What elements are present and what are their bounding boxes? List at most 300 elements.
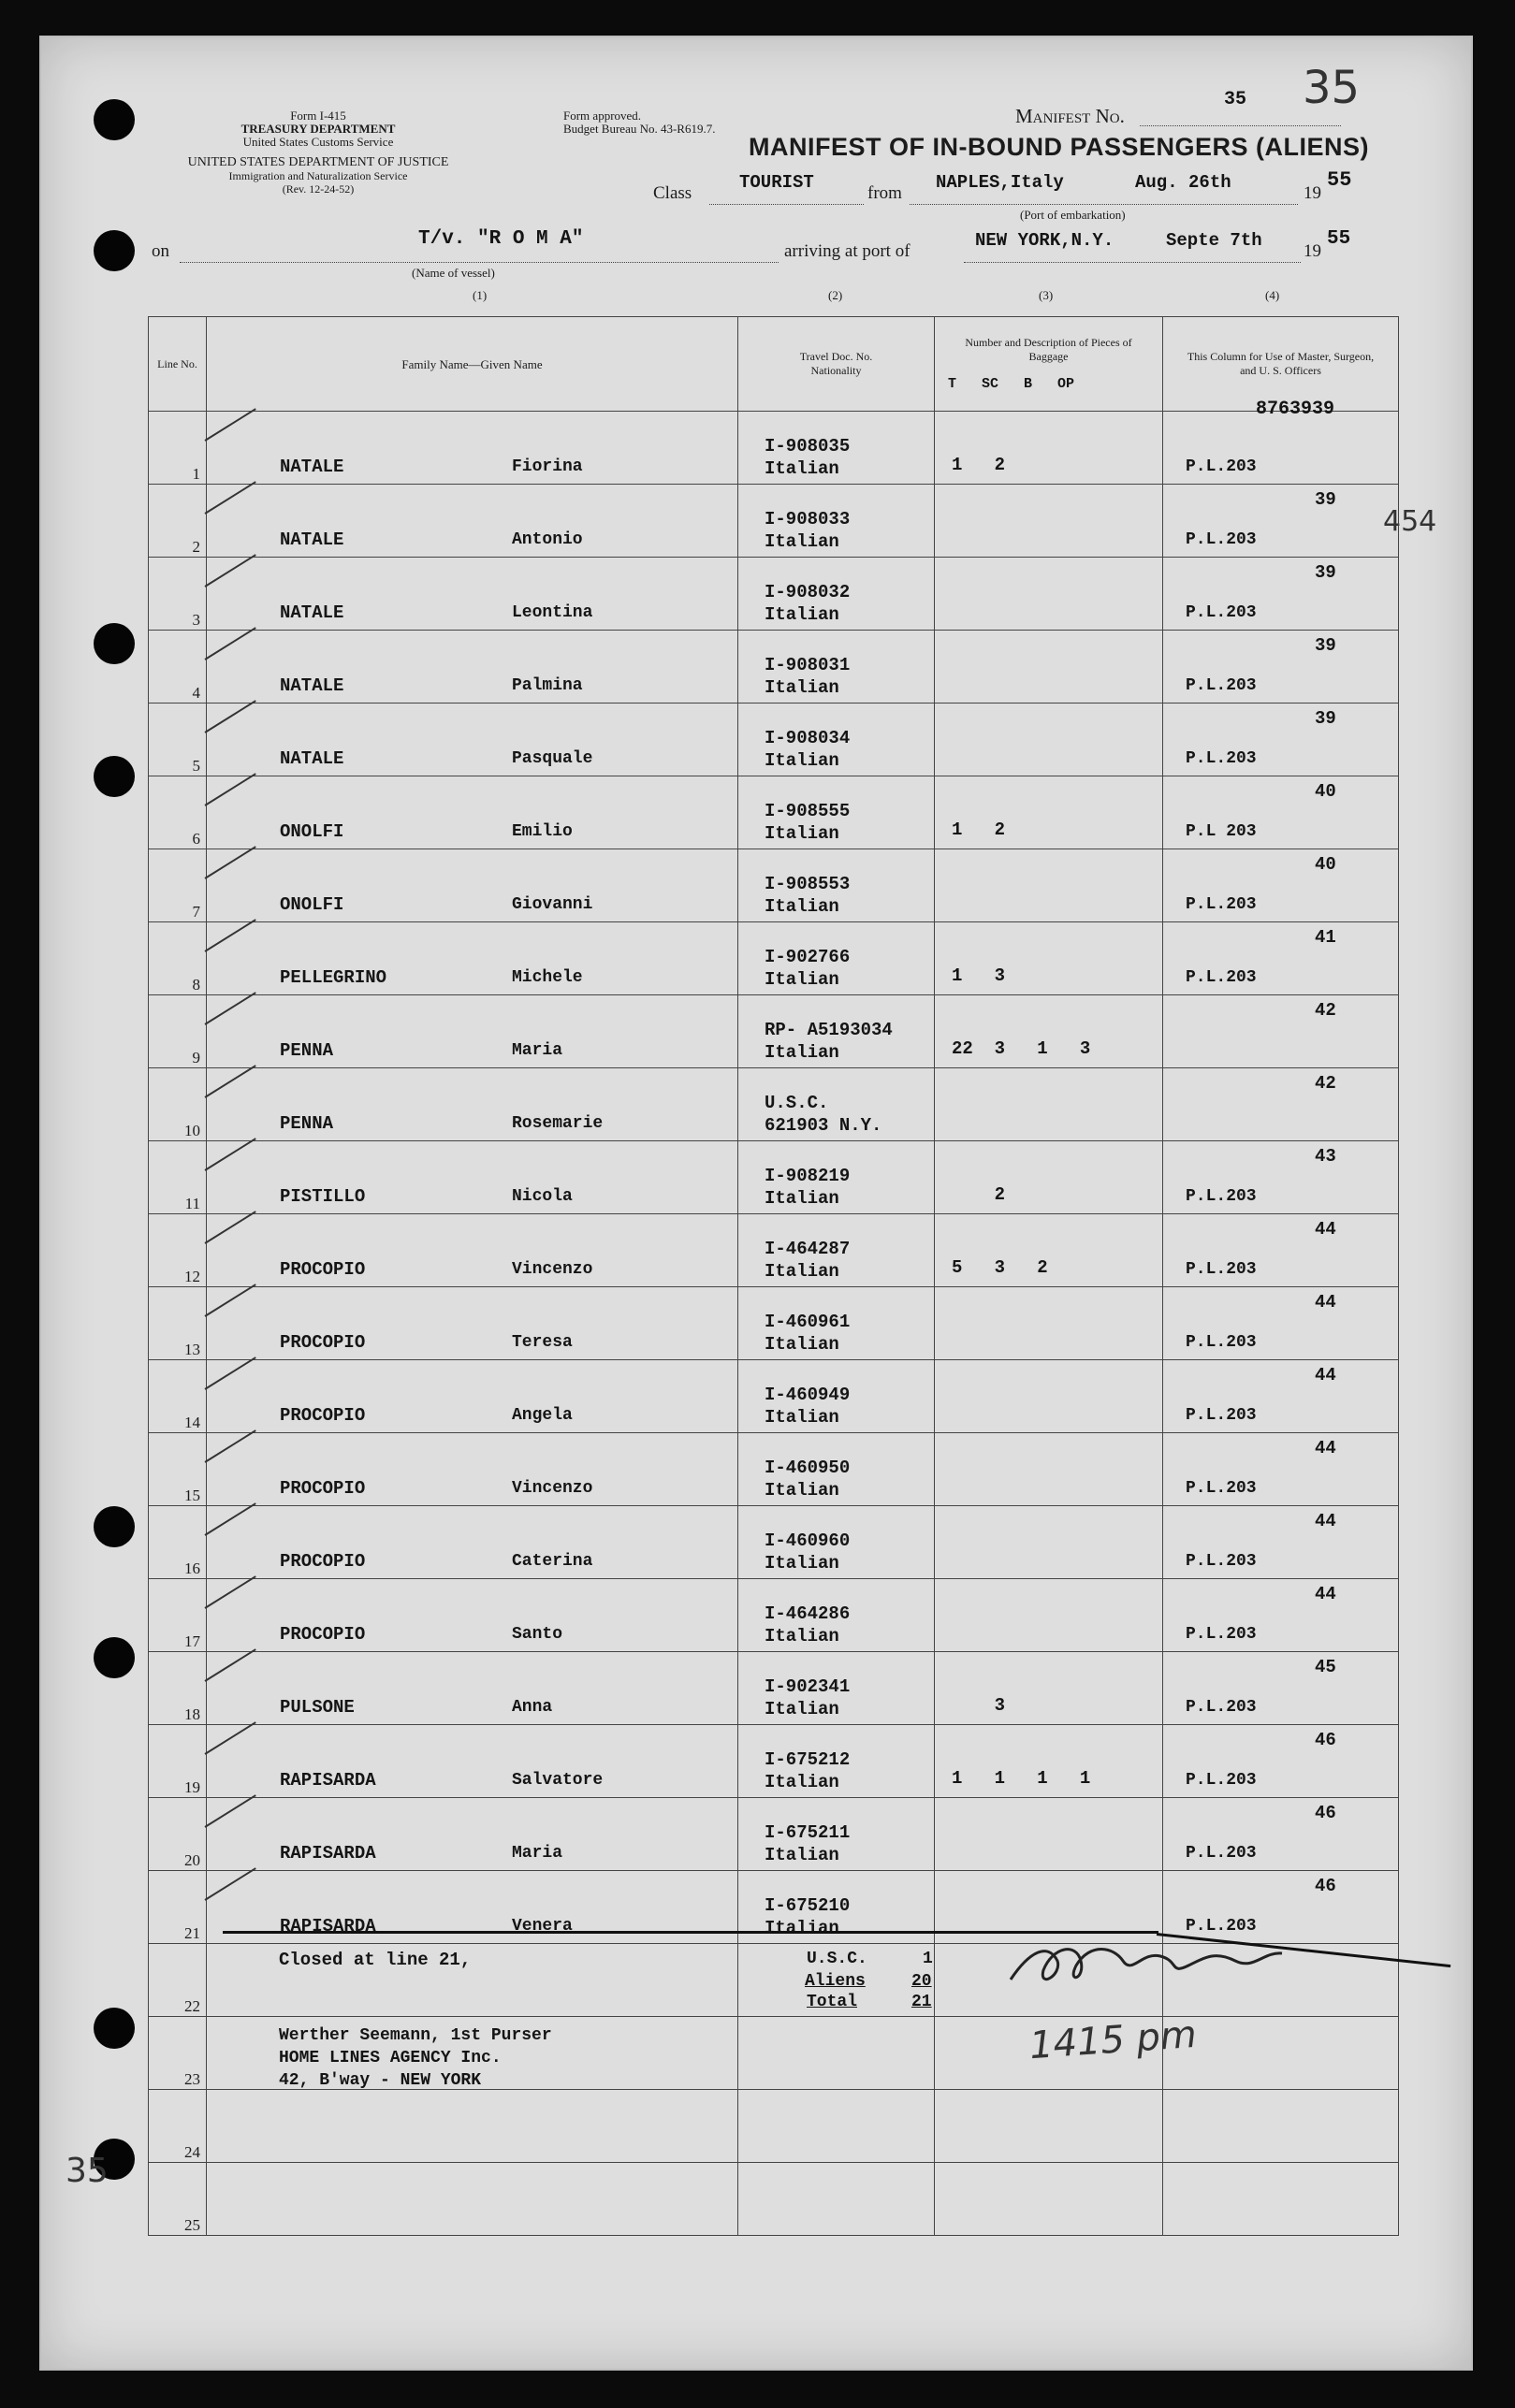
- check-mark: [204, 481, 255, 515]
- doc-number: I-902766: [765, 947, 851, 967]
- family-name: PROCOPIO: [280, 1551, 366, 1572]
- line-number-text: 15: [184, 1487, 200, 1504]
- family-name: PROCOPIO: [280, 1624, 366, 1645]
- signature-time-note: 1415 pm: [1027, 2012, 1199, 2068]
- line-number: [149, 2163, 207, 2236]
- doc-number: I-675210: [765, 1895, 851, 1916]
- doc-number: I-908553: [765, 874, 851, 894]
- officer-number: 44: [1315, 1219, 1336, 1240]
- check-mark: [204, 1867, 255, 1901]
- table-row: [149, 1287, 1399, 1360]
- line-number-text: 14: [184, 1414, 200, 1431]
- officer-number: 40: [1315, 854, 1336, 875]
- officer-cell: [1163, 1141, 1399, 1214]
- family-name: PISTILLO: [280, 1186, 366, 1207]
- baggage-cell: [935, 1287, 1163, 1360]
- doc-number: I-908031: [765, 655, 851, 675]
- pl-code: P.L.203: [1186, 457, 1257, 476]
- table-row: [149, 1141, 1399, 1214]
- line-number-text: 20: [184, 1851, 200, 1869]
- baggage-cell: [935, 2090, 1163, 2163]
- travel-doc-cell: [738, 1506, 935, 1579]
- line-number: [149, 1433, 207, 1506]
- doc-number: I-460950: [765, 1458, 851, 1478]
- on-label: on: [152, 241, 169, 261]
- header-travel-doc: Travel Doc. No. Nationality: [738, 317, 935, 412]
- family-name: NATALE: [280, 457, 344, 477]
- arriving-label: arriving at port of: [784, 241, 910, 261]
- closed-at-line: Closed at line 21,: [279, 1950, 472, 1970]
- officer-signature: [1001, 1933, 1357, 1998]
- officer-number: 44: [1315, 1365, 1336, 1385]
- table-row: [149, 1506, 1399, 1579]
- nationality: Italian: [765, 1480, 839, 1501]
- line-number: [149, 1871, 207, 1944]
- officer-number: 39: [1315, 635, 1336, 656]
- line-number: [149, 1652, 207, 1725]
- officer-number: 42: [1315, 1073, 1336, 1094]
- officer-number: 43: [1315, 1146, 1336, 1167]
- line-number-text: 21: [184, 1924, 200, 1942]
- arrival-year: 55: [1327, 228, 1351, 250]
- given-name: Fiorina: [512, 457, 583, 476]
- nationality: Italian: [765, 1407, 839, 1428]
- officer-number: 39: [1315, 708, 1336, 729]
- officer-cell: [1163, 412, 1399, 485]
- table-row: [149, 849, 1399, 922]
- check-mark: [204, 1794, 255, 1828]
- line-number-text: 8: [192, 976, 200, 994]
- baggage-cell: [935, 1214, 1163, 1287]
- baggage-cell: [935, 995, 1163, 1068]
- baggage-cell: [935, 1652, 1163, 1725]
- name-cell: [207, 558, 738, 631]
- port-embarkation-caption: (Port of embarkation): [1020, 208, 1126, 222]
- baggage-cell: [935, 558, 1163, 631]
- table-row: [149, 631, 1399, 704]
- name-cell: [207, 631, 738, 704]
- table-row: [149, 1798, 1399, 1871]
- arrival-line: [964, 262, 1301, 263]
- baggage-cell: [935, 1433, 1163, 1506]
- purser-name: Werther Seemann, 1st Purser: [279, 2026, 552, 2045]
- officer-number: 46: [1315, 1730, 1336, 1750]
- table-row: [149, 412, 1399, 485]
- line-number: [149, 1287, 207, 1360]
- line-number: [149, 922, 207, 995]
- name-cell: [207, 1287, 738, 1360]
- name-cell: [207, 1506, 738, 1579]
- name-cell: [207, 1725, 738, 1798]
- family-name: PENNA: [280, 1040, 334, 1061]
- line-number-text: 9: [192, 1049, 200, 1066]
- family-name: RAPISARDA: [280, 1916, 376, 1937]
- doc-number: I-464286: [765, 1603, 851, 1624]
- travel-doc-cell: [738, 558, 935, 631]
- department-of-justice: UNITED STATES DEPARTMENT OF JUSTICE: [187, 155, 449, 169]
- officer-number: 44: [1315, 1584, 1336, 1604]
- name-cell: [207, 704, 738, 776]
- table-row: [149, 1214, 1399, 1287]
- given-name: Rosemarie: [512, 1114, 604, 1133]
- pl-code: P.L.203: [1186, 1844, 1257, 1863]
- class-label: Class: [653, 183, 692, 203]
- baggage-cell: [935, 1360, 1163, 1433]
- baggage-cell: [935, 922, 1163, 995]
- officer-number: 40: [1315, 781, 1336, 802]
- total-value: 21: [911, 1993, 932, 2011]
- punch-hole: [94, 99, 135, 140]
- check-mark: [204, 992, 255, 1025]
- doc-number: I-908033: [765, 509, 851, 529]
- travel-doc-cell: [738, 1141, 935, 1214]
- pl-code: P.L.203: [1186, 530, 1257, 549]
- line-number-text: 7: [192, 903, 200, 921]
- table-row: [149, 2163, 1399, 2236]
- officer-number: 46: [1315, 1876, 1336, 1896]
- line-number-text: 11: [184, 1195, 200, 1212]
- officer-number: 41: [1315, 927, 1336, 948]
- check-mark: [204, 1721, 255, 1755]
- officer-top-number: 8763939: [1256, 399, 1335, 420]
- given-name: Teresa: [512, 1333, 573, 1352]
- officer-cell: [1163, 558, 1399, 631]
- travel-doc-cell: [738, 412, 935, 485]
- family-name: NATALE: [280, 675, 344, 696]
- table-row: [149, 704, 1399, 776]
- baggage-count: 5 3 2: [952, 1257, 1048, 1278]
- corner-number: 35: [1303, 62, 1361, 114]
- nationality: Italian: [765, 1626, 839, 1646]
- given-name: Michele: [512, 968, 583, 987]
- pl-code: P.L.203: [1186, 676, 1257, 695]
- check-mark: [204, 408, 255, 442]
- officer-number: 46: [1315, 1803, 1336, 1823]
- nationality: Italian: [765, 1553, 839, 1574]
- officer-cell: [1163, 2090, 1399, 2163]
- line-number-text: 13: [184, 1341, 200, 1358]
- line-number-text: 24: [184, 2143, 200, 2161]
- family-name: ONOLFI: [280, 894, 344, 915]
- line-number-text: 12: [184, 1268, 200, 1285]
- baggage-count: 1 1 1 1: [952, 1768, 1091, 1789]
- nationality: Italian: [765, 1042, 839, 1063]
- nationality: Italian: [765, 1261, 839, 1282]
- manifest-no-line: [1140, 125, 1341, 126]
- given-name: Venera: [512, 1917, 573, 1936]
- arrival-year-prefix: 19: [1304, 241, 1321, 261]
- line-number: [149, 1798, 207, 1871]
- officer-cell: [1163, 995, 1399, 1068]
- pl-code: P.L.203: [1186, 603, 1257, 622]
- margin-mark: 35: [66, 2152, 109, 2190]
- travel-doc-cell: [738, 1214, 935, 1287]
- from-line: [910, 204, 1298, 205]
- vessel-name: T/v. "R O M A": [418, 228, 584, 250]
- officer-cell: [1163, 1798, 1399, 1871]
- doc-number: I-902341: [765, 1676, 851, 1697]
- officer-cell: [1163, 1214, 1399, 1287]
- given-name: Pasquale: [512, 749, 593, 768]
- name-cell: [207, 776, 738, 849]
- line-number: [149, 704, 207, 776]
- line-number-text: 19: [184, 1778, 200, 1796]
- table-row: [149, 1579, 1399, 1652]
- given-name: Santo: [512, 1625, 563, 1644]
- travel-doc-cell: [738, 776, 935, 849]
- column-number-1: (1): [473, 288, 488, 302]
- family-name: PROCOPIO: [280, 1259, 366, 1280]
- line-number-text: 6: [192, 830, 200, 848]
- nationality: Italian: [765, 750, 839, 771]
- name-cell: [207, 1214, 738, 1287]
- line-number: [149, 1725, 207, 1798]
- officer-number: 44: [1315, 1438, 1336, 1458]
- vessel-line: [180, 262, 779, 263]
- travel-doc-cell: [738, 1579, 935, 1652]
- pl-code: P.L.203: [1186, 895, 1257, 914]
- check-mark: [204, 1429, 255, 1463]
- aliens-label: Aliens: [805, 1972, 866, 1991]
- treasury-department: TREASURY DEPARTMENT: [240, 122, 396, 136]
- doc-number: I-908035: [765, 436, 851, 457]
- family-name: NATALE: [280, 748, 344, 769]
- arrival-date: Septe 7th: [1166, 230, 1262, 251]
- nationality: Italian: [765, 1845, 839, 1865]
- column-number-4: (4): [1265, 288, 1280, 302]
- travel-doc-cell: [738, 1725, 935, 1798]
- pl-code: P.L.203: [1186, 1479, 1257, 1498]
- class-value: TOURIST: [739, 172, 814, 193]
- officer-cell: [1163, 1433, 1399, 1506]
- header-officers-label: This Column for Use of Master, Surgeon, and U. S. Officers: [1187, 350, 1375, 377]
- pl-code: P.L.203: [1186, 749, 1257, 768]
- line-number-text: 23: [184, 2070, 200, 2088]
- manifest-no-label: Manifest No.: [1015, 105, 1125, 127]
- nationality: Italian: [765, 531, 839, 552]
- check-mark: [204, 773, 255, 806]
- check-mark: [204, 1211, 255, 1244]
- from-label: from: [867, 183, 902, 203]
- doc-number: I-460961: [765, 1312, 851, 1332]
- officer-cell: [1163, 704, 1399, 776]
- line-number-text: 3: [192, 611, 200, 629]
- punch-hole: [94, 1637, 135, 1678]
- check-mark: [204, 1648, 255, 1682]
- given-name: Leontina: [512, 603, 593, 622]
- line-number: [149, 1579, 207, 1652]
- line-number: [149, 2090, 207, 2163]
- name-cell: [207, 995, 738, 1068]
- officer-cell: [1163, 849, 1399, 922]
- line-number: [149, 995, 207, 1068]
- officer-number: 39: [1315, 562, 1336, 583]
- officer-number: 44: [1315, 1511, 1336, 1531]
- doc-number: I-460949: [765, 1385, 851, 1405]
- officer-cell: [1163, 1725, 1399, 1798]
- header-baggage: [935, 317, 1163, 412]
- customs-service: United States Customs Service: [242, 135, 394, 149]
- name-cell: [207, 485, 738, 558]
- line-number: [149, 2017, 207, 2090]
- revision-date: (Rev. 12-24-52): [282, 182, 355, 196]
- nationality: Italian: [765, 1699, 839, 1719]
- name-cell: [207, 2163, 738, 2236]
- officer-cell: [1163, 922, 1399, 995]
- travel-doc-cell: [738, 995, 935, 1068]
- line-number-text: 25: [184, 2216, 200, 2234]
- check-mark: [204, 554, 255, 587]
- pl-code: P.L.203: [1186, 1917, 1257, 1936]
- baggage-cell: [935, 1141, 1163, 1214]
- nationality: Italian: [765, 896, 839, 917]
- travel-doc-cell: [738, 849, 935, 922]
- baggage-count: 3: [952, 1695, 1006, 1716]
- name-cell: [207, 412, 738, 485]
- line-number-text: 22: [184, 1997, 200, 2015]
- pl-code: P.L.203: [1186, 1625, 1257, 1644]
- table-row: [149, 995, 1399, 1068]
- given-name: Palmina: [512, 676, 583, 695]
- travel-doc-cell: [738, 2090, 935, 2163]
- table-row: [149, 1652, 1399, 1725]
- family-name: PROCOPIO: [280, 1332, 366, 1353]
- nationality: Italian: [765, 458, 839, 479]
- doc-number: I-908034: [765, 728, 851, 748]
- baggage-count: 1 2: [952, 820, 1006, 840]
- doc-number: I-908032: [765, 582, 851, 602]
- given-name: Vincenzo: [512, 1260, 593, 1279]
- line-number: [149, 412, 207, 485]
- baggage-cell: [935, 1068, 1163, 1141]
- given-name: Maria: [512, 1041, 563, 1060]
- family-name: PELLEGRINO: [280, 967, 387, 988]
- nationality: Italian: [765, 969, 839, 990]
- doc-number: I-675211: [765, 1822, 851, 1843]
- travel-doc-cell: [738, 1287, 935, 1360]
- usc-value: 1: [923, 1950, 933, 1968]
- nationality: Italian: [765, 1918, 839, 1938]
- doc-number: I-675212: [765, 1749, 851, 1770]
- table-row: [149, 1360, 1399, 1433]
- given-name: Angela: [512, 1406, 573, 1425]
- travel-doc-cell: [738, 1068, 935, 1141]
- pl-code: P.L.203: [1186, 1260, 1257, 1279]
- table-row: [149, 485, 1399, 558]
- given-name: Vincenzo: [512, 1479, 593, 1498]
- vessel-caption: (Name of vessel): [412, 266, 495, 280]
- table-row: [149, 922, 1399, 995]
- side-number: 454: [1383, 505, 1437, 538]
- officer-cell: [1163, 1360, 1399, 1433]
- nationality: 621903 N.Y.: [765, 1115, 882, 1136]
- family-name: RAPISARDA: [280, 1770, 376, 1791]
- officer-cell: [1163, 2163, 1399, 2236]
- punch-hole: [94, 230, 135, 271]
- table-row: [149, 776, 1399, 849]
- arrival-port: NEW YORK,N.Y.: [975, 230, 1114, 251]
- form-approved: Form approved.: [563, 109, 642, 123]
- baggage-cell: [935, 2163, 1163, 2236]
- family-name: ONOLFI: [280, 821, 344, 842]
- officer-cell: [1163, 1579, 1399, 1652]
- baggage-count: 1 2: [952, 455, 1006, 475]
- officer-cell: [1163, 1506, 1399, 1579]
- check-mark: [204, 627, 255, 660]
- form-number: Form I-415: [290, 109, 346, 123]
- travel-doc-cell: [738, 1360, 935, 1433]
- nationality: Italian: [765, 1188, 839, 1209]
- pl-code: P.L.203: [1186, 1187, 1257, 1206]
- given-name: Salvatore: [512, 1771, 604, 1790]
- pl-code: P.L.203: [1186, 1698, 1257, 1717]
- nationality: Italian: [765, 1334, 839, 1355]
- embark-date: Aug. 26th: [1135, 172, 1231, 193]
- usc-label: U.S.C.: [807, 1950, 867, 1968]
- nationality: Italian: [765, 1772, 839, 1792]
- given-name: Anna: [512, 1698, 553, 1717]
- officer-number: 45: [1315, 1657, 1336, 1677]
- name-cell: [207, 2090, 738, 2163]
- check-mark: [204, 1575, 255, 1609]
- baggage-cell: [935, 849, 1163, 922]
- given-name: Nicola: [512, 1187, 573, 1206]
- pl-code: P.L.203: [1186, 1406, 1257, 1425]
- name-cell: [207, 1652, 738, 1725]
- given-name: Emilio: [512, 822, 573, 841]
- table-row: [149, 2090, 1399, 2163]
- manifest-title: MANIFEST OF IN-BOUND PASSENGERS (ALIENS): [749, 133, 1370, 161]
- line-number: [149, 1944, 207, 2017]
- line-number-text: 5: [192, 757, 200, 775]
- line-number: [149, 558, 207, 631]
- line-number-text: 1: [192, 465, 200, 483]
- line-number: [149, 1506, 207, 1579]
- header-line-no: Line No.: [149, 317, 207, 412]
- travel-doc-cell: [738, 922, 935, 995]
- baggage-cell: [935, 412, 1163, 485]
- travel-doc-cell: [738, 1798, 935, 1871]
- officer-cell: [1163, 631, 1399, 704]
- check-mark: [204, 700, 255, 733]
- baggage-count: 2: [952, 1184, 1006, 1205]
- pl-code: P.L.203: [1186, 968, 1257, 987]
- officer-number: 42: [1315, 1000, 1336, 1021]
- baggage-cell: [935, 485, 1163, 558]
- check-mark: [204, 1502, 255, 1536]
- given-name: Giovanni: [512, 895, 593, 914]
- baggage-cell: [935, 1506, 1163, 1579]
- officer-number: 39: [1315, 489, 1336, 510]
- table-row: [149, 1725, 1399, 1798]
- line-number: [149, 849, 207, 922]
- officer-cell: [1163, 776, 1399, 849]
- baggage-count: 1 3: [952, 965, 1006, 986]
- line-number: [149, 1214, 207, 1287]
- line-number-text: 4: [192, 684, 200, 702]
- check-mark: [204, 1284, 255, 1317]
- header-name: Family Name—Given Name: [207, 317, 738, 412]
- travel-doc-cell: [738, 2017, 935, 2090]
- name-cell: [207, 922, 738, 995]
- check-mark: [204, 919, 255, 952]
- family-name: PENNA: [280, 1113, 334, 1134]
- name-cell: [207, 849, 738, 922]
- officer-cell: [1163, 485, 1399, 558]
- line-number: [149, 776, 207, 849]
- doc-number: I-908555: [765, 801, 851, 821]
- baggage-cell: [935, 1579, 1163, 1652]
